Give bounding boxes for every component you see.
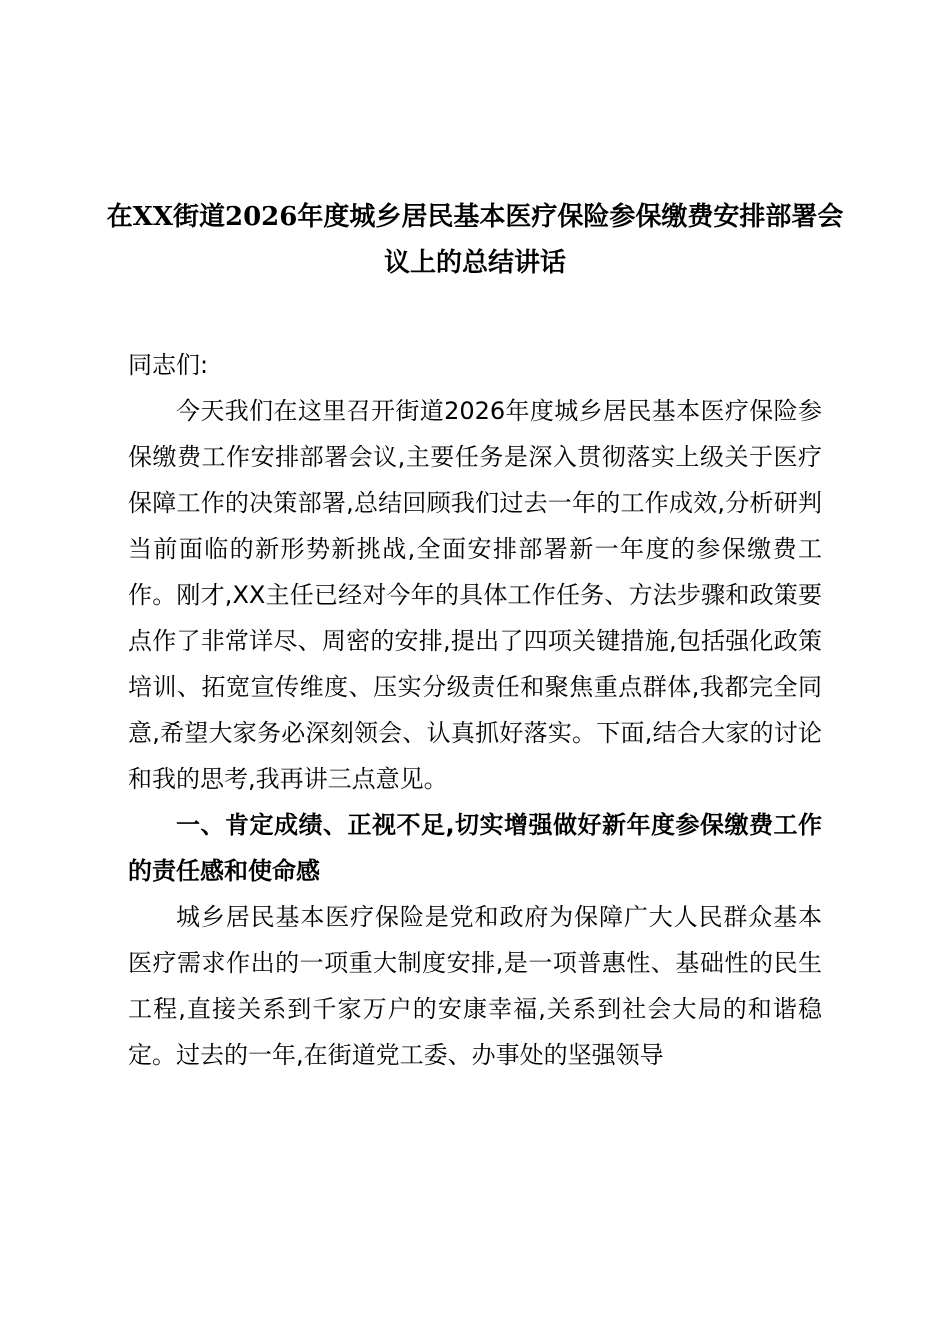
salutation: 同志们: (128, 351, 209, 379)
section-heading: 一、肯定成绩、正视不足,切实增强做好新年度参保缴费工作的责任感和使命感 (128, 811, 822, 885)
opening-paragraph: 今天我们在这里召开街道2026年度城乡居民基本医疗保险参保缴费工作安排部署会议,主要任务是深入贯彻落实上级关于医疗保障工作的决策部署,总结回顾我们过去一年的工作成效,分析研判当前面临的新形势新挑战,全面安排部署新一年度的参保缴费工作。刚才,XX主任已经对今年的具体工作任务、方法步骤和政策要点作了非常详尽、周密的安排,提出了四项关键措施,包括强化政策培训、拓宽宣传维度、压实分级责任和聚焦重点群体,我都完全同意,希望大家务必深刻领会、认真抓好落实。下面,结合大家的讨论和我的思考,我再讲三点意见。 (128, 397, 822, 793)
section-paragraph: 城乡居民基本医疗保险是党和政府为保障广大人民群众基本医疗需求作出的一项重大制度安排,是一项普惠性、基础性的民生工程,直接关系到千家万户的安康幸福,关系到社会大局的和谐稳定。过去的一年,在街道党工委、办事处的坚强领导 (128, 903, 822, 1069)
document-body (128, 342, 822, 1078)
document-title: 在XX街道2026年度城乡居民基本医疗保险参保缴费安排部署会议上的总结讲话 (106, 202, 844, 278)
